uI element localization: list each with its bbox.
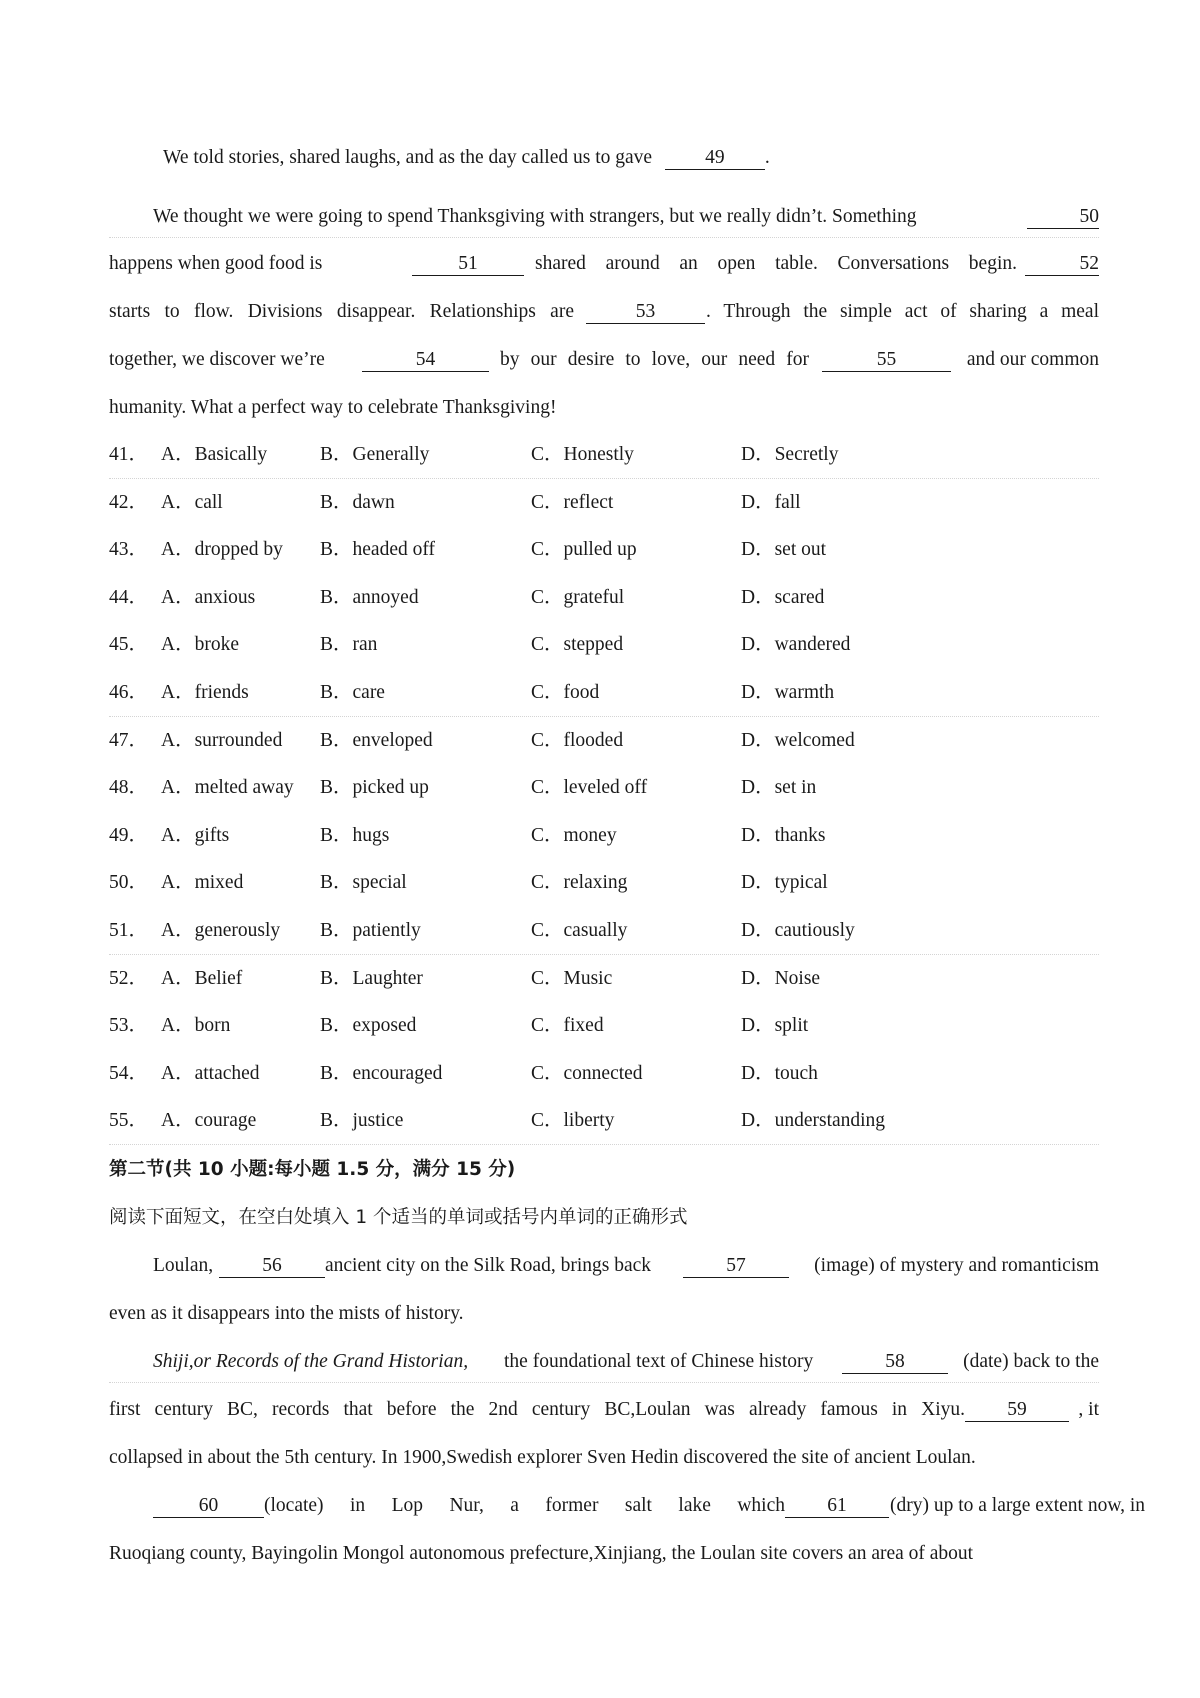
blank-60: 60 (153, 1495, 264, 1518)
option-b: B．dawn (320, 491, 395, 513)
text: (dry) up to a large extent now, in (890, 1495, 1146, 1516)
option-b: B．special (320, 872, 407, 894)
option-b: B．picked up (320, 777, 429, 799)
text: ancient city on the Silk Road, brings back (325, 1255, 652, 1276)
option-row (109, 536, 1099, 564)
section-heading: 第二节(共 10 小题:每小题 1.5 分，满分 15 分) (109, 1159, 516, 1180)
text: Loulan, (153, 1255, 214, 1276)
option-d: D．understanding (741, 1110, 886, 1132)
option-a: A．gifts (161, 824, 230, 846)
passage-line (163, 144, 770, 172)
dotted-rule (109, 1382, 1099, 1383)
blank-52: 52 (1025, 253, 1099, 276)
option-row (109, 917, 1099, 945)
question-number: 55． (109, 1110, 149, 1132)
dotted-rule (109, 716, 1099, 717)
text: together, we discover we’re (109, 349, 325, 370)
question-number: 51． (109, 920, 149, 941)
dotted-rule (109, 954, 1099, 955)
option-row (109, 1012, 1099, 1040)
option-c: C．leveled off (531, 777, 648, 799)
blank-57: 57 (683, 1255, 789, 1278)
option-a: A．call (161, 491, 223, 513)
option-c: C．stepped (531, 634, 624, 656)
option-d: D．set out (741, 539, 827, 561)
question-number: 41． (109, 444, 149, 465)
option-a: A．generously (161, 920, 281, 941)
option-d: D．warmth (741, 682, 835, 703)
question-number: 53． (109, 1015, 149, 1037)
blank-59: 59 (965, 1399, 1069, 1422)
option-d: D．touch (741, 1062, 818, 1084)
blank-53: 53 (586, 301, 705, 324)
option-c: C．grateful (531, 586, 625, 608)
option-b: B．headed off (320, 539, 435, 561)
option-row (109, 631, 1099, 659)
text: We thought we were going to spend Thanksgiving with strangers, but we really didn’t. Something (153, 206, 917, 227)
text: Ruoqiang county, Bayingolin Mongol autonomous prefecture,Xinjiang, the Loulan site covers an area of about (109, 1543, 974, 1564)
option-b: B．hugs (320, 824, 390, 846)
option-b: B．patiently (320, 920, 421, 941)
option-b: B．annoyed (320, 586, 419, 608)
text: even as it disappears into the mists of history. (109, 1303, 464, 1324)
question-number: 50． (109, 872, 149, 894)
passage-line (109, 1300, 1099, 1328)
text: the foundational text of Chinese history (504, 1351, 814, 1372)
option-row (109, 822, 1099, 850)
option-c: C．casually (531, 920, 628, 941)
option-c: C．food (531, 682, 600, 703)
option-row (109, 774, 1099, 802)
text: (date) back to the (963, 1351, 1099, 1372)
italic-title: Shiji,or Records of the Grand Historian, (153, 1351, 469, 1372)
option-a: A．surrounded (161, 729, 283, 751)
blank-56: 56 (219, 1255, 325, 1278)
option-a: A．mixed (161, 872, 244, 894)
question-number: 52． (109, 967, 149, 989)
text: . (764, 147, 770, 168)
text: . Through the simple act of sharing a meal (706, 301, 1099, 322)
blank-58: 58 (842, 1351, 948, 1374)
option-a: A．dropped by (161, 539, 283, 561)
option-row (109, 441, 1099, 469)
blank-49: 49 (665, 147, 765, 170)
option-c: C．money (531, 824, 617, 846)
option-b: B．care (320, 682, 385, 703)
option-c: C．reflect (531, 491, 614, 513)
option-row (109, 679, 1099, 707)
option-d: D．typical (741, 872, 828, 894)
option-d: D．set in (741, 777, 817, 799)
question-number: 54． (109, 1062, 149, 1084)
option-d: D．Noise (741, 967, 821, 989)
question-number: 43． (109, 539, 149, 561)
blank-61: 61 (785, 1495, 889, 1518)
option-b: B．exposed (320, 1015, 417, 1037)
option-d: D．fall (741, 491, 801, 513)
option-c: C．fixed (531, 1015, 604, 1037)
option-b: B．Laughter (320, 967, 423, 989)
text: (locate) in Lop Nur, a former salt lake which (264, 1495, 785, 1516)
question-number: 49． (109, 824, 149, 846)
option-row (109, 965, 1099, 993)
blank-54: 54 (362, 349, 489, 372)
option-a: A．attached (161, 1062, 260, 1084)
option-a: A．Belief (161, 967, 243, 989)
option-a: A．Basically (161, 444, 268, 465)
option-a: A．born (161, 1015, 231, 1037)
option-row (109, 1107, 1099, 1135)
text: by our desire to love, our need for (500, 349, 809, 370)
text: humanity. What a perfect way to celebrate Thanksgiving! (109, 397, 557, 418)
question-number: 45． (109, 634, 149, 656)
text: starts to flow. Divisions disappear. Relationships are (109, 301, 574, 322)
option-b: B．justice (320, 1110, 404, 1132)
passage-line (109, 203, 1099, 231)
option-c: C．pulled up (531, 539, 637, 561)
option-row (109, 869, 1099, 897)
option-d: D．thanks (741, 824, 826, 846)
option-a: A．broke (161, 634, 239, 656)
text: (image) of mystery and romanticism (814, 1255, 1099, 1276)
option-b: B．encouraged (320, 1062, 443, 1084)
option-d: D．wandered (741, 634, 851, 656)
option-row (109, 1060, 1099, 1088)
option-c: C．liberty (531, 1110, 615, 1132)
question-number: 48． (109, 777, 149, 799)
text: and our common (966, 349, 1099, 370)
text: shared around an open table. Conversations begin. (535, 253, 1017, 274)
option-row (109, 489, 1099, 517)
option-d: D．Secretly (741, 444, 839, 465)
option-a: A．friends (161, 682, 249, 703)
option-d: D．split (741, 1015, 809, 1037)
text: first century BC, records that before the 2nd century BC,Loulan was already famous in Xiyu. (109, 1399, 965, 1420)
option-b: B．ran (320, 634, 378, 656)
blank-55: 55 (822, 349, 951, 372)
option-c: C．connected (531, 1062, 643, 1084)
dotted-rule (109, 478, 1099, 479)
question-number: 47． (109, 729, 149, 751)
dotted-rule (109, 237, 1099, 238)
passage-line (109, 1444, 1099, 1472)
option-c: C．relaxing (531, 872, 628, 894)
text: We told stories, shared laughs, and as the day called us to gave (163, 147, 653, 168)
option-b: B．enveloped (320, 729, 433, 751)
option-d: D．scared (741, 586, 825, 608)
option-a: A．melted away (161, 777, 294, 799)
section-instruction: 阅读下面短文，在空白处填入 1 个适当的单词或括号内单词的正确形式 (109, 1207, 688, 1228)
text: happens when good food is (109, 253, 323, 274)
option-a: A．courage (161, 1110, 257, 1132)
passage-line (109, 394, 1099, 422)
question-number: 44． (109, 586, 149, 608)
question-number: 42． (109, 491, 149, 513)
blank-50: 50 (1027, 206, 1099, 229)
option-row (109, 727, 1099, 755)
passage-line (109, 1540, 1099, 1568)
blank-51: 51 (412, 253, 524, 276)
option-d: D．welcomed (741, 729, 855, 751)
option-a: A．anxious (161, 586, 256, 608)
question-number: 46． (109, 682, 149, 703)
text: collapsed in about the 5th century. In 1900,Swedish explorer Sven Hedin discovered the site of ancient Loulan. (109, 1447, 976, 1468)
option-d: D．cautiously (741, 920, 855, 941)
option-row (109, 584, 1099, 612)
dotted-rule (109, 1144, 1099, 1145)
text: , it (1078, 1399, 1099, 1420)
option-c: C．flooded (531, 729, 624, 751)
option-b: B．Generally (320, 444, 430, 465)
option-c: C．Music (531, 967, 613, 989)
option-c: C．Honestly (531, 444, 634, 465)
